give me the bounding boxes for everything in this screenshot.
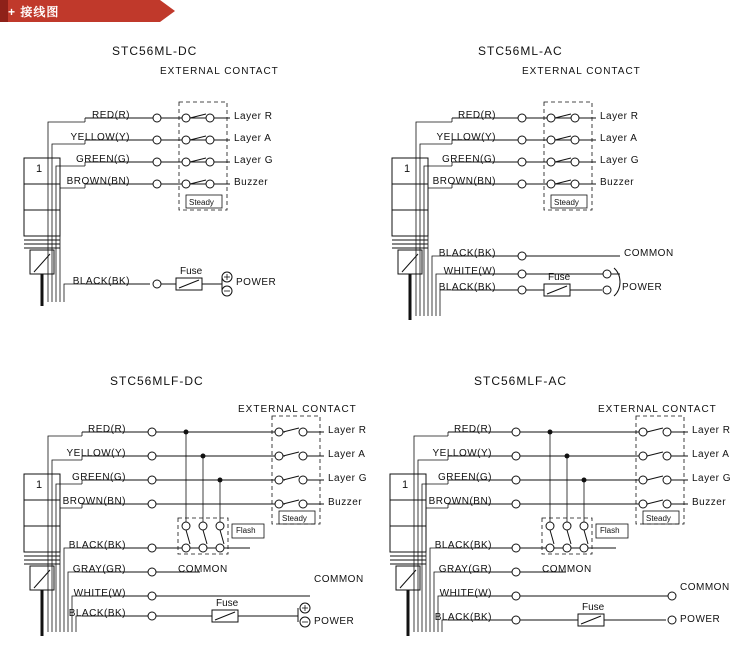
power-label: POWER: [314, 616, 355, 627]
diagram-stc56ml-ac: [370, 34, 740, 364]
wire-label: GREEN(G): [72, 472, 126, 483]
header-label: + 接线图: [8, 5, 60, 19]
wire-label: RED(R): [454, 424, 492, 435]
wire-label: BLACK(BK): [438, 282, 496, 293]
wire-label: WHITE(W): [73, 588, 126, 599]
wire-label: BLACK(BK): [438, 248, 496, 259]
wire-label: GRAY(GR): [438, 564, 492, 575]
external-contact-label: EXTERNAL CONTACT: [522, 66, 641, 77]
fuse-label: Fuse: [582, 602, 605, 613]
layer-label: Layer R: [234, 111, 273, 122]
layer-label: Layer A: [600, 133, 638, 144]
tower-number: 1: [404, 163, 411, 175]
buzzer-label: Buzzer: [692, 497, 727, 508]
power-label: POWER: [236, 277, 277, 288]
wire-label: BLACK(BK): [434, 612, 492, 623]
wire-label: BLACK(BK): [434, 540, 492, 551]
common-label: COMMON: [542, 564, 592, 575]
power-label: POWER: [622, 282, 663, 293]
layer-label: Layer R: [328, 425, 367, 436]
external-contact-label: EXTERNAL CONTACT: [238, 404, 357, 415]
wire-label: RED(R): [92, 110, 130, 121]
section-header: [0, 0, 185, 22]
layer-label: Layer R: [692, 425, 731, 436]
diagram-title: STC56ML-AC: [478, 44, 563, 58]
tower-number: 1: [402, 479, 409, 491]
steady-label: Steady: [282, 514, 307, 523]
layer-label: Layer A: [692, 449, 730, 460]
layer-label: Layer R: [600, 111, 639, 122]
diagram-title: STC56MLF-DC: [110, 374, 204, 388]
wire-label: RED(R): [458, 110, 496, 121]
buzzer-label: Buzzer: [328, 497, 363, 508]
buzzer-label: Buzzer: [234, 177, 269, 188]
wire-label: RED(R): [88, 424, 126, 435]
layer-label: Layer G: [328, 473, 368, 484]
wire-label: BROWN(BN): [62, 496, 126, 507]
diagram-title: STC56MLF-AC: [474, 374, 568, 388]
wire-label: YELLOW(Y): [436, 132, 496, 143]
wire-label: GREEN(G): [438, 472, 492, 483]
wire-label: BROWN(BN): [428, 496, 492, 507]
layer-label: Layer A: [328, 449, 366, 460]
wire-label: YELLOW(Y): [66, 448, 126, 459]
wire-label: YELLOW(Y): [70, 132, 130, 143]
flash-label: Flash: [600, 526, 620, 535]
power-label: POWER: [680, 614, 721, 625]
wire-label: GREEN(G): [442, 154, 496, 165]
layer-label: Layer G: [692, 473, 732, 484]
common-label-right: COMMON: [680, 582, 730, 593]
tower-number: 1: [36, 163, 43, 175]
wire-label: BLACK(BK): [68, 540, 126, 551]
steady-label: Steady: [646, 514, 671, 523]
diagram-title: STC56ML-DC: [112, 44, 198, 58]
diagram-stc56mlf-ac: [370, 366, 740, 654]
diagram-stc56ml-dc: [0, 34, 370, 364]
wire-label: BLACK(BK): [68, 608, 126, 619]
wire-label: YELLOW(Y): [432, 448, 492, 459]
buzzer-label: Buzzer: [600, 177, 635, 188]
wire-label: WHITE(W): [439, 588, 492, 599]
layer-label: Layer G: [234, 155, 274, 166]
layer-label: Layer A: [234, 133, 272, 144]
external-contact-label: EXTERNAL CONTACT: [160, 66, 279, 77]
common-label: COMMON: [624, 248, 674, 259]
common-label: COMMON: [178, 564, 228, 575]
wire-label: GRAY(GR): [72, 564, 126, 575]
wire-label: BROWN(BN): [432, 176, 496, 187]
wire-label: GREEN(G): [76, 154, 130, 165]
wire-label: WHITE(W): [443, 266, 496, 277]
common-label-right: COMMON: [314, 574, 364, 585]
fuse-label: Fuse: [548, 272, 571, 283]
flash-label: Flash: [236, 526, 256, 535]
fuse-label: Fuse: [180, 266, 203, 277]
layer-label: Layer G: [600, 155, 640, 166]
wire-label: BROWN(BN): [66, 176, 130, 187]
tower-number: 1: [36, 479, 43, 491]
wire-label: BLACK(BK): [72, 276, 130, 287]
steady-label: Steady: [554, 198, 579, 207]
diagram-stc56mlf-dc: [0, 366, 370, 654]
external-contact-label: EXTERNAL CONTACT: [598, 404, 717, 415]
diagram-drawing: [0, 34, 370, 364]
fuse-label: Fuse: [216, 598, 239, 609]
diagram-drawing: [370, 366, 740, 654]
steady-label: Steady: [189, 198, 214, 207]
